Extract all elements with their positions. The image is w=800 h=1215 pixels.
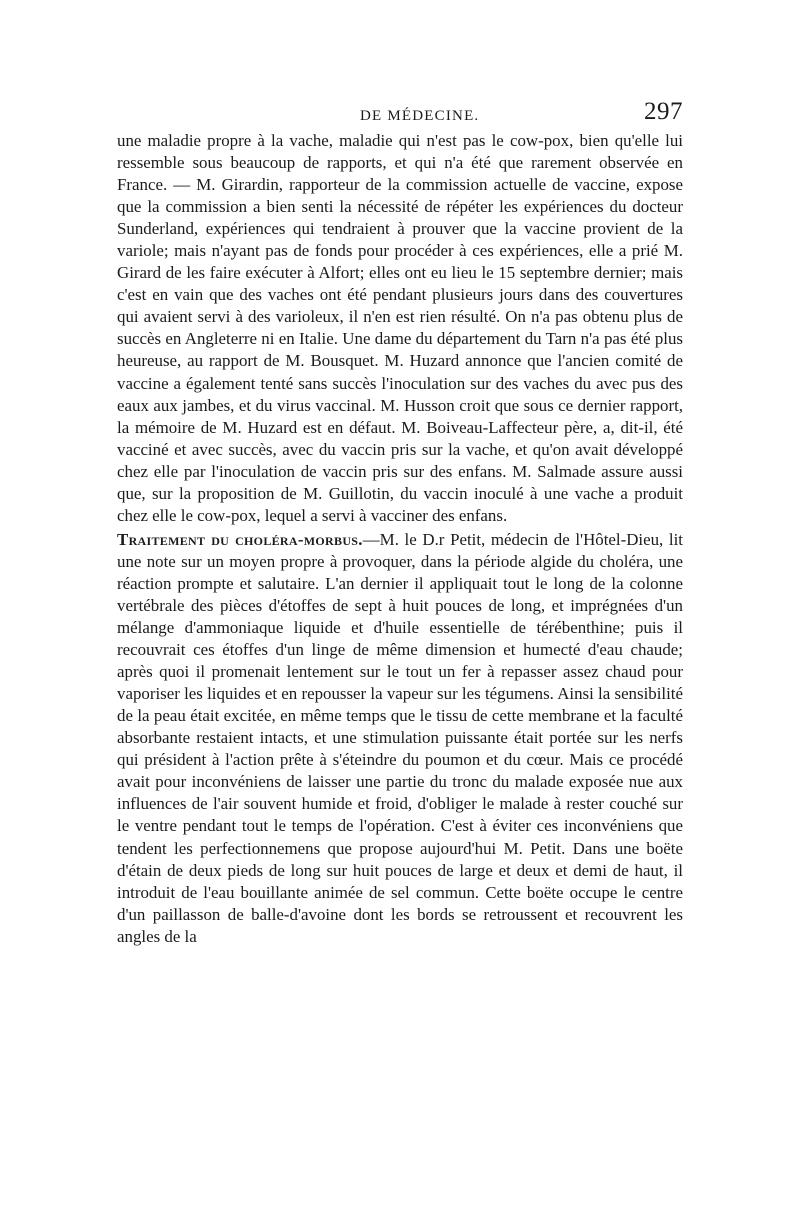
paragraph-cholera bbox=[117, 529, 683, 948]
section-title: Traitement du choléra-morbus. bbox=[117, 529, 363, 549]
paragraph-text: —M. le D.r Petit, médecin de l'Hôtel-Dieu, lit une note sur un moyen propre à provoquer, dans la période algide du choléra, une réaction prompte et salutaire. L'an dernier il appliquait tout le long de la colonne vertébrale des pièces d'étoffes de sept à huit pouces de long, et imprégnées d'un mélange d'ammoniaque liquide et d'huile essentielle de térébenthine; puis il recouvrait ces étoffes d'un linge de même dimension et humecté d'eau chaude; après quoi il promenait lentement sur le tout un fer à repasser assez chaud pour vaporiser les liquides et en repousser la vapeur sur les tégumens. Ainsi la sensibilité de la peau était excitée, en même temps que le tissu de cette membrane et la faculté absorbante restaient intacts, et une stimulation puissante était portée sur les nerfs qui président à l'action prête à s'éteindre du poumon et du cœur. Mais ce procédé avait pour inconvéniens de laisser une partie du tronc du malade exposée nue aux influences de l'air souvent humide et froid, d'obliger le malade à rester couché sur le ventre pendant tout le temps de l'opération. C'est à éviter ces inconvéniens que tendent les perfectionnemens que propose aujourd'hui M. Petit. Dans une boëte d'étain de deux pieds de long sur huit pouces de large et deux et demi de haut, il introduit de l'eau bouillante animée de sel commun. Cette boëte occupe le centre d'un paillasson de balle-d'avoine dont les bords se retroussent et recouvrent les angles de la bbox=[117, 529, 683, 946]
paragraph-text: une maladie propre à la vache, maladie qui n'est pas le cow-pox, bien qu'elle lui ressemble sous beaucoup de rapports, et qui n'a été que rarement observée en France. — M. Girardin, rapporteur de la commission actuelle de vaccine, expose que la commission a bien senti la nécessité de répéter les expériences du docteur Sunderland, expériences qui tendraient à prouver que la vaccine provient de la variole; mais n'ayant pas de fonds pour procéder à ces expériences, elle a prié M. Girard de les faire exécuter à Alfort; elles ont eu lieu le 15 septembre dernier; mais c'est en vain que des vaches ont été pendant plusieurs jours dans des couvertures qui avaient servi à des varioleux, il n'en est rien résulté. On n'a pas obtenu plus de succès en Angleterre ni en Italie. Une dame du département du Tarn n'a pas été plus heureuse, au rapport de M. Bousquet. M. Huzard annonce que l'ancien comité de vaccine a également tenté sans succès l'inoculation sur des vaches du avec pus des eaux aux jambes, et du virus vaccinal. M. Husson croit que sous ce dernier rapport, la mémoire de M. Huzard est en défaut. M. Boiveau-Laffecteur père, a, dit-il, été vacciné et avec succès, avec du vaccin pris sur la vache, et qu'on avait développé chez elle par l'inoculation de vaccin pris sur des enfans. M. Salmade assure aussi que, sur la proposition de M. Guillotin, du vaccin inoculé à une vache a produit chez elle le cow-pox, lequel a servi à vacciner des enfans. bbox=[117, 131, 683, 525]
body-text bbox=[117, 130, 683, 948]
paragraph-vaccine bbox=[117, 130, 683, 527]
page-header bbox=[115, 98, 685, 128]
page-number: 297 bbox=[644, 98, 683, 125]
running-head: DE MÉDECINE. bbox=[360, 108, 480, 124]
